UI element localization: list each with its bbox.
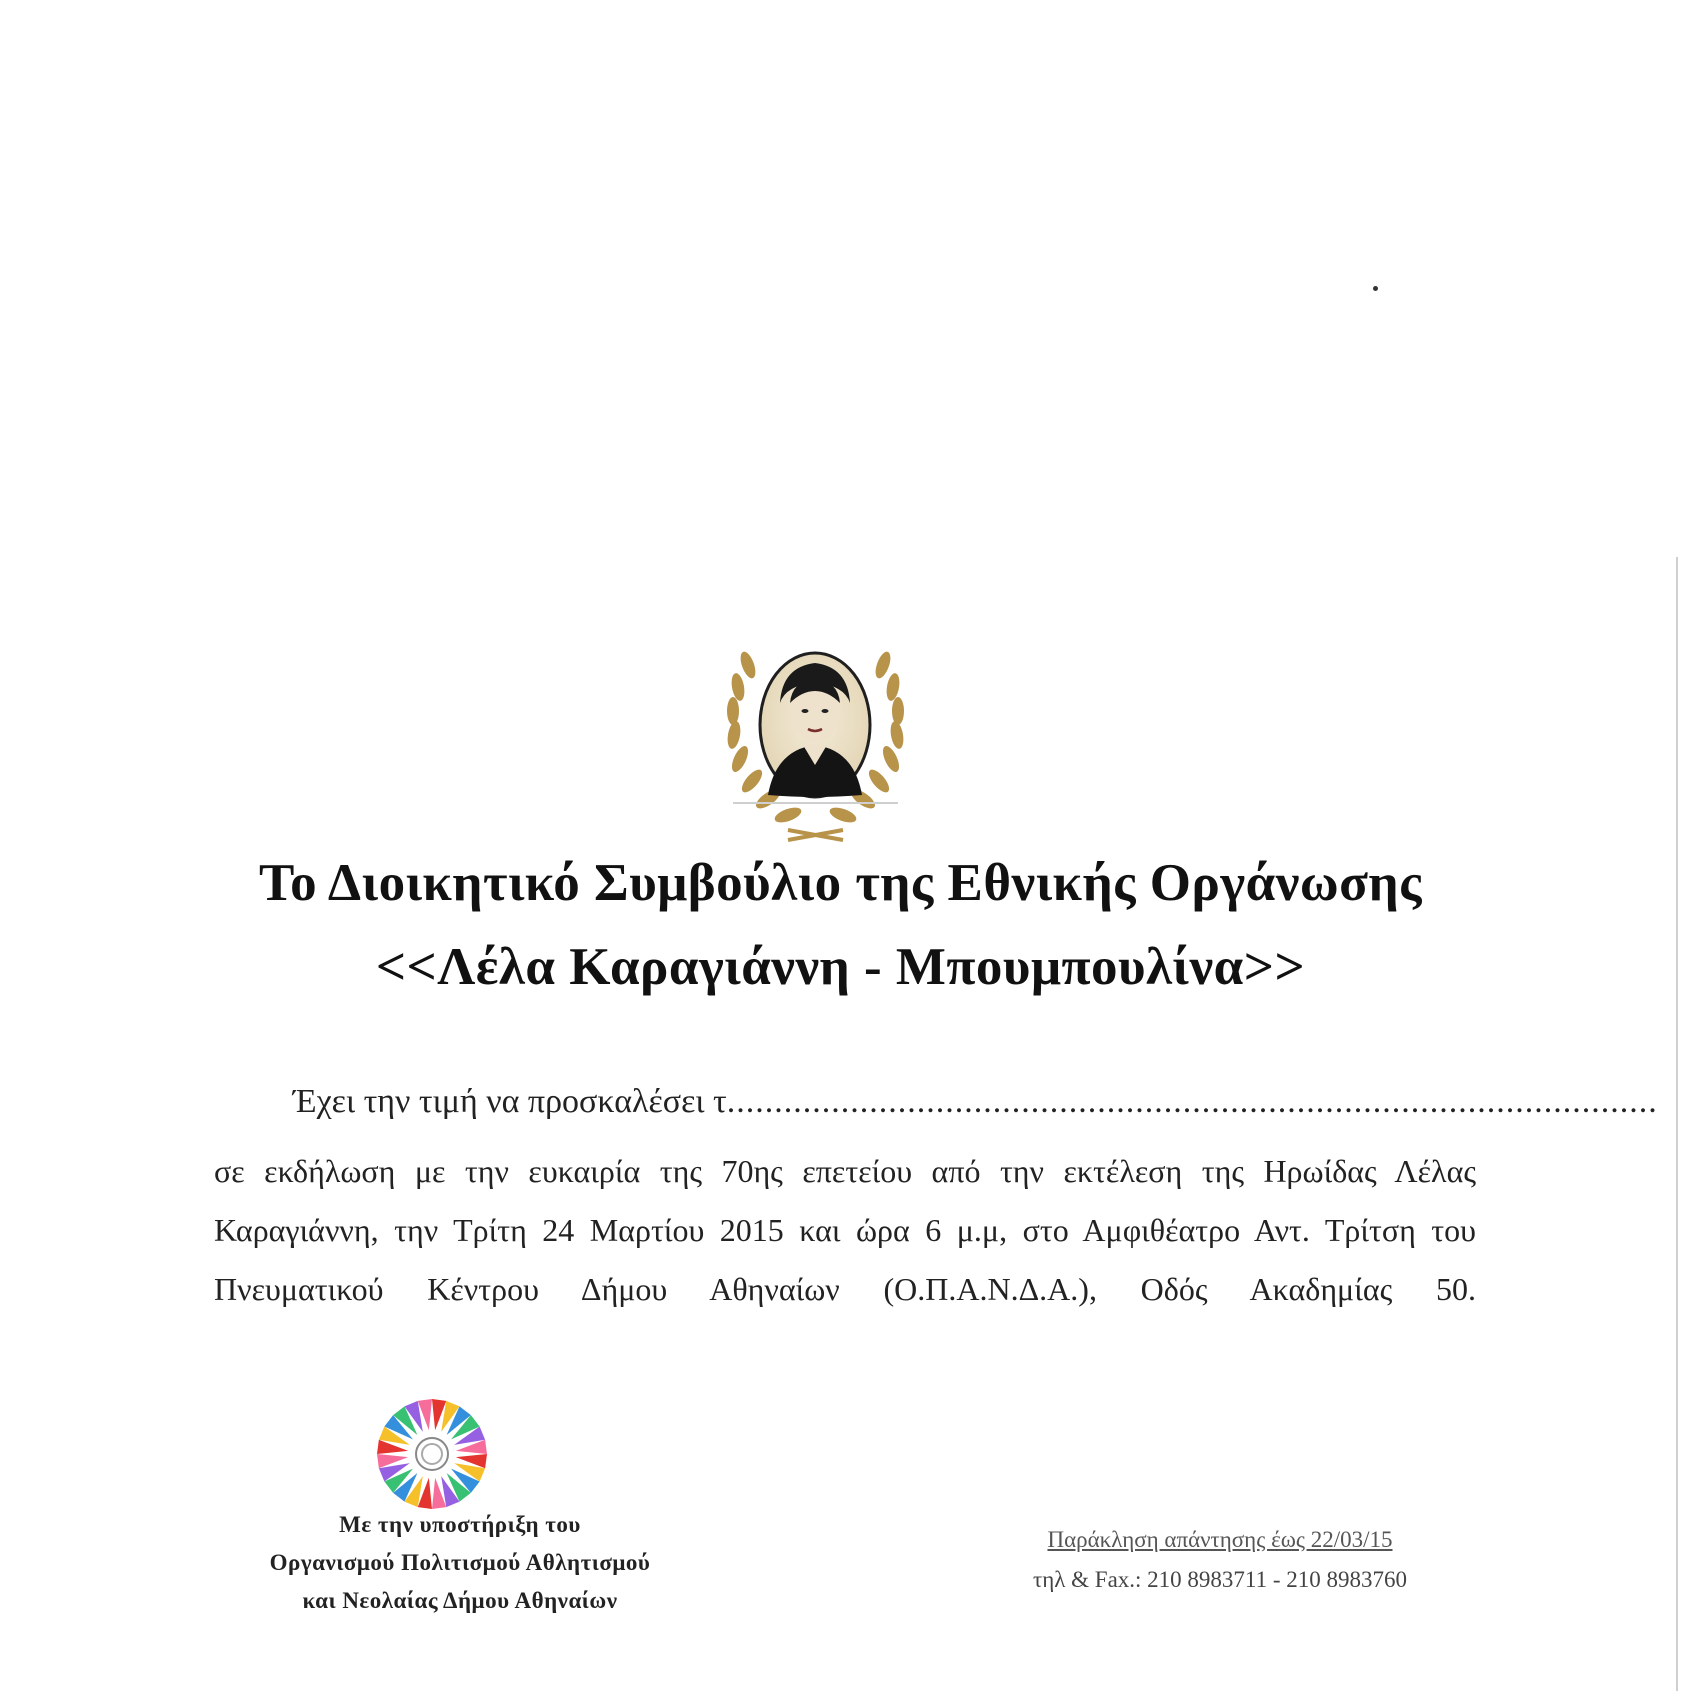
invitation-lead-text: Έχει την τιμή να προσκαλέσει τ — [293, 1083, 727, 1120]
scan-speck — [1373, 286, 1378, 291]
event-description-line: Πνευματικού Κέντρου Δήμου Αθηναίων (Ο.Π.Α.Ν.Δ.Α.), Οδός Ακαδημίας 50. — [214, 1271, 1476, 1307]
support-credit — [200, 1506, 720, 1620]
scan-edge-line — [1676, 557, 1678, 1691]
invitation-lead — [293, 1083, 1658, 1121]
rsvp-deadline: Παράκληση απάντησης έως 22/03/15 — [1047, 1527, 1393, 1552]
support-line: Με την υποστήριξη του — [339, 1512, 581, 1537]
organization-name: <<Λέλα Καραγιάννη - Μπουμπουλίνα>> — [375, 938, 1306, 996]
support-line: Οργανισμού Πολιτισμού Αθλητισμού — [269, 1550, 651, 1575]
event-description-line: σε εκδήλωση με την ευκαιρία της 70ης επετείου από την εκτέλεση της Ηρωίδας Λέλας — [214, 1153, 1476, 1189]
organization-title: Το Διοικητικό Συμβούλιο της Εθνικής Οργάνωσης — [259, 854, 1422, 912]
rsvp-phone: τηλ & Fax.: 210 8983711 - 210 8983760 — [1032, 1567, 1407, 1592]
support-line: και Νεολαίας Δήμου Αθηναίων — [302, 1588, 618, 1613]
laurel-wreath-portrait-icon — [718, 625, 913, 845]
opanda-ring-logo-icon — [373, 1395, 491, 1513]
event-description-line: Καραγιάννη, την Τρίτη 24 Μαρτίου 2015 και ώρα 6 μ.μ, στο Αμφιθέατρο Αντ. Τρίτση του — [214, 1212, 1476, 1248]
rsvp-block — [1010, 1520, 1430, 1600]
invitee-name-blank: .................................................................................................. — [726, 1083, 1658, 1120]
event-description — [214, 1142, 1476, 1319]
